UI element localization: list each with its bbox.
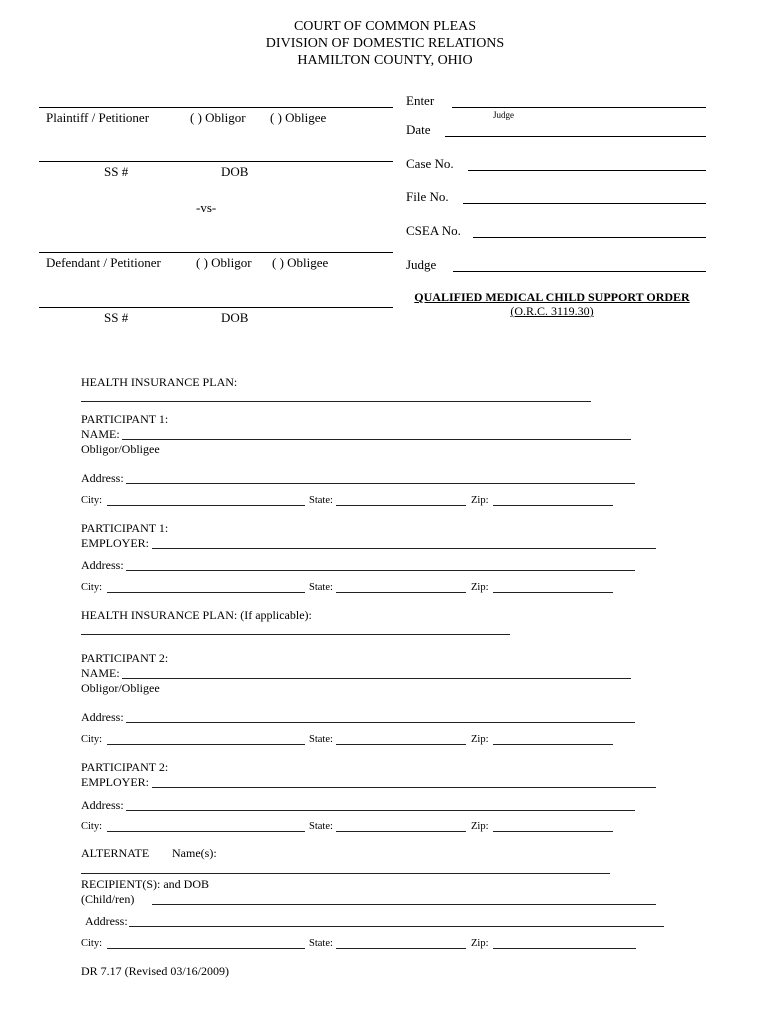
names-label: Name(s): xyxy=(172,846,217,860)
participant2-heading: PARTICIPANT 2: xyxy=(81,651,169,665)
participant2-employer-city-label: City: xyxy=(81,821,103,832)
participant1-zip-line[interactable] xyxy=(493,505,613,506)
enter-label: Enter xyxy=(406,93,435,108)
participant1-zip-label: Zip: xyxy=(471,495,489,506)
division-name: DIVISION OF DOMESTIC RELATIONS xyxy=(265,36,505,51)
judge-label: Judge xyxy=(406,257,437,272)
participant2-state-line[interactable] xyxy=(336,744,466,745)
county-name: HAMILTON COUNTY, OHIO xyxy=(297,53,473,68)
participant1-city-label: City: xyxy=(81,495,103,506)
csea-no-label: CSEA No. xyxy=(406,223,461,238)
plaintiff-obligor-checkbox[interactable]: ( ) Obligor xyxy=(190,110,246,125)
participant1-employer-address-label: Address: xyxy=(81,558,124,572)
children-label: (Child/ren) xyxy=(81,892,135,906)
recipients-line[interactable] xyxy=(152,904,656,905)
recipients-label: RECIPIENT(S): and DOB xyxy=(81,877,209,891)
order-title: QUALIFIED MEDICAL CHILD SUPPORT ORDER xyxy=(414,290,690,304)
participant1-state-line[interactable] xyxy=(336,505,466,506)
plaintiff-ss-label: SS # xyxy=(104,164,129,179)
participant2-zip-label: Zip: xyxy=(471,734,489,745)
case-no-line[interactable] xyxy=(468,170,706,171)
participant1-employer-city-line[interactable] xyxy=(107,592,305,593)
participant1-employer-label: EMPLOYER: xyxy=(81,536,150,550)
participant1-employer-line[interactable] xyxy=(152,548,656,549)
alternate-names-line[interactable] xyxy=(81,873,610,874)
plaintiff-dob-label: DOB xyxy=(221,164,249,179)
participant2-employer-city-line[interactable] xyxy=(107,831,305,832)
participant1-city-line[interactable] xyxy=(107,505,305,506)
participant2-name-label: NAME: xyxy=(81,666,120,680)
plaintiff-ss-dob-line[interactable] xyxy=(39,161,393,162)
recipients-city-label: City: xyxy=(81,938,103,949)
participant1-employer-state-line[interactable] xyxy=(336,592,466,593)
participant1-heading: PARTICIPANT 1: xyxy=(81,412,169,426)
versus-label: -vs- xyxy=(196,200,217,215)
participant2-employer-address-line[interactable] xyxy=(126,810,635,811)
health-plan-label: HEALTH INSURANCE PLAN: xyxy=(81,375,238,389)
health-plan-2-line[interactable] xyxy=(81,634,510,635)
participant2-city-line[interactable] xyxy=(107,744,305,745)
participant1-employer-heading: PARTICIPANT 1: xyxy=(81,521,169,535)
recipients-city-line[interactable] xyxy=(107,948,305,949)
defendant-ss-dob-line[interactable] xyxy=(39,307,393,308)
judge-line[interactable] xyxy=(453,271,706,272)
alternate-label: ALTERNATE xyxy=(81,846,150,860)
participant1-name-label: NAME: xyxy=(81,427,120,441)
defendant-obligee-checkbox[interactable]: ( ) Obligee xyxy=(272,255,329,270)
health-plan-2-label: HEALTH INSURANCE PLAN: (If applicable): xyxy=(81,608,312,622)
participant2-address-label: Address: xyxy=(81,710,124,724)
enter-line[interactable] xyxy=(452,107,706,108)
participant1-state-label: State: xyxy=(309,495,333,506)
defendant-dob-label: DOB xyxy=(221,310,249,325)
participant1-address-line[interactable] xyxy=(126,483,635,484)
participant1-employer-city-label: City: xyxy=(81,582,103,593)
recipients-zip-label: Zip: xyxy=(471,938,489,949)
participant1-employer-address-line[interactable] xyxy=(126,570,635,571)
participant2-city-label: City: xyxy=(81,734,103,745)
participant2-employer-state-line[interactable] xyxy=(336,831,466,832)
participant1-name-line[interactable] xyxy=(122,439,631,440)
participant2-state-label: State: xyxy=(309,734,333,745)
csea-no-line[interactable] xyxy=(473,237,706,238)
health-plan-line[interactable] xyxy=(81,401,591,402)
plaintiff-name-line[interactable] xyxy=(39,107,393,108)
participant2-obligor-obligee: Obligor/Obligee xyxy=(81,681,160,695)
case-no-label: Case No. xyxy=(406,156,454,171)
defendant-ss-label: SS # xyxy=(104,310,129,325)
plaintiff-obligee-checkbox[interactable]: ( ) Obligee xyxy=(270,110,327,125)
participant2-employer-heading: PARTICIPANT 2: xyxy=(81,760,169,774)
participant2-employer-address-label: Address: xyxy=(81,798,124,812)
recipients-zip-line[interactable] xyxy=(493,948,636,949)
participant1-employer-zip-label: Zip: xyxy=(471,582,489,593)
participant2-employer-zip-label: Zip: xyxy=(471,821,489,832)
date-label: Date xyxy=(406,122,431,137)
recipients-address-line[interactable] xyxy=(129,926,664,927)
defendant-label: Defendant / Petitioner xyxy=(46,255,161,270)
file-no-label: File No. xyxy=(406,189,449,204)
recipients-state-line[interactable] xyxy=(336,948,466,949)
participant1-employer-zip-line[interactable] xyxy=(493,592,613,593)
defendant-name-line[interactable] xyxy=(39,252,393,253)
form-id: DR 7.17 (Revised 03/16/2009) xyxy=(81,964,229,978)
court-name: COURT OF COMMON PLEAS xyxy=(293,19,477,34)
participant2-name-line[interactable] xyxy=(122,678,631,679)
recipients-address-label: Address: xyxy=(85,914,128,928)
participant2-employer-zip-line[interactable] xyxy=(493,831,613,832)
file-no-line[interactable] xyxy=(463,203,706,204)
participant2-employer-state-label: State: xyxy=(309,821,333,832)
order-statute: (O.R.C. 3119.30) xyxy=(510,304,594,318)
recipients-state-label: State: xyxy=(309,938,333,949)
participant2-zip-line[interactable] xyxy=(493,744,613,745)
judge-small-label: Judge xyxy=(493,110,514,120)
plaintiff-label: Plaintiff / Petitioner xyxy=(46,110,150,125)
participant1-employer-state-label: State: xyxy=(309,582,333,593)
participant1-obligor-obligee: Obligor/Obligee xyxy=(81,442,160,456)
participant2-employer-label: EMPLOYER: xyxy=(81,775,150,789)
participant1-address-label: Address: xyxy=(81,471,124,485)
date-line[interactable] xyxy=(445,136,706,137)
defendant-obligor-checkbox[interactable]: ( ) Obligor xyxy=(196,255,252,270)
participant2-address-line[interactable] xyxy=(126,722,635,723)
participant2-employer-line[interactable] xyxy=(152,787,656,788)
